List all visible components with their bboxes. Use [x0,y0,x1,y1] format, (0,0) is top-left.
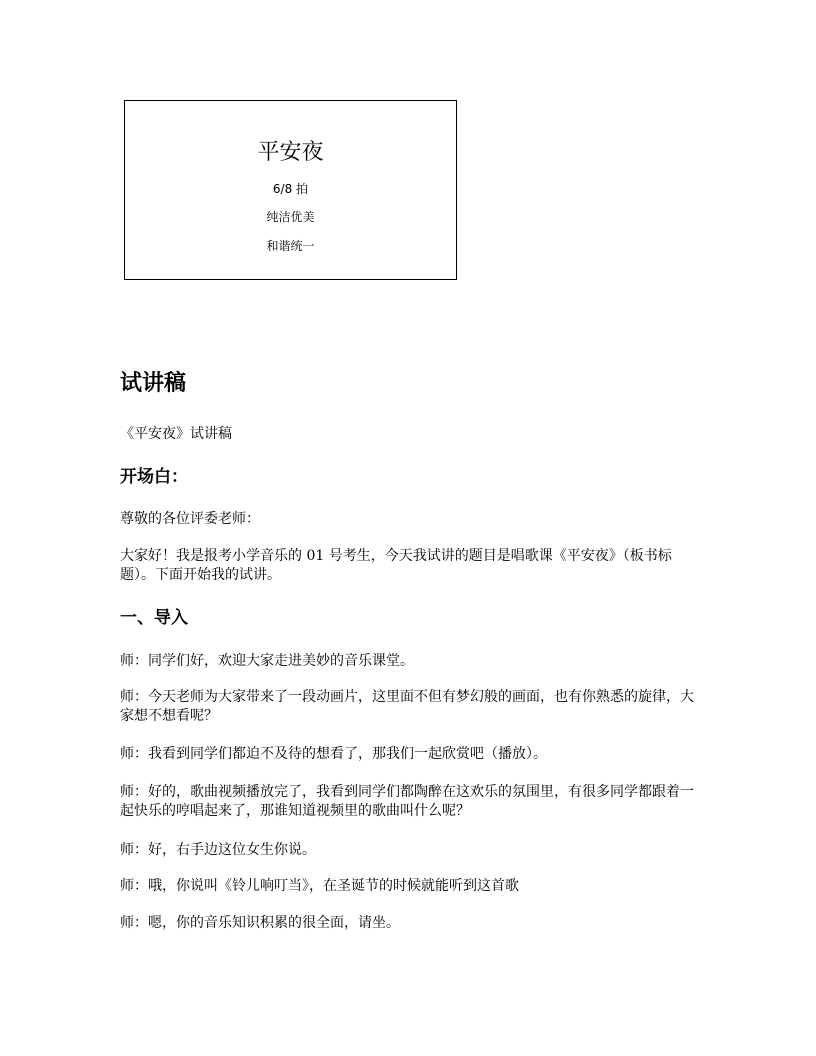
greeting-paragraph: 尊敬的各位评委老师： [120,511,260,527]
teacher-line-5: 师：好，右手边这位女生你说。 [120,842,316,858]
introduction-paragraph: 大家好！我是报考小学音乐的 01 号考生，今天我试讲的题目是唱歌课《平安夜》（板书标题）。下面开始我的试讲。 [120,548,672,583]
board-title: 平安夜 [257,140,324,165]
board-mood: 纯洁优美 [266,210,315,224]
teacher-line-2: 师：今天老师为大家带来了一段动画片，这里面不但有梦幻般的画面，也有你熟悉的旋律，大家想不想看呢？ [120,689,694,724]
board-meter: 6/8 拍 [272,182,309,196]
teacher-line-1: 师：同学们好，欢迎大家走进美妙的音乐课堂。 [120,653,414,669]
teacher-line-4: 师：好的，歌曲视频播放完了，我看到同学们都陶醉在这欢乐的氛围里，有很多同学都跟着一起快乐的哼唱起来了，那谁知道视频里的歌曲叫什么呢？ [120,784,694,819]
document-title: 试讲稿 [120,371,187,396]
board-harmony: 和谐统一 [266,239,315,253]
teacher-line-6: 师：哦，你说叫《铃儿响叮当》，在圣诞节的时候就能听到这首歌 [120,878,519,894]
section-lead-in-heading: 一、导入 [120,608,188,628]
teacher-line-3: 师：我看到同学们都迫不及待的想看了，那我们一起欣赏吧（播放）。 [120,746,547,762]
blackboard-summary [124,100,457,280]
teacher-line-7: 师：嗯，你的音乐知识积累的很全面，请坐。 [120,915,400,931]
opening-heading: 开场白： [120,467,188,487]
document-subtitle: 《平安夜》试讲稿 [120,426,232,442]
